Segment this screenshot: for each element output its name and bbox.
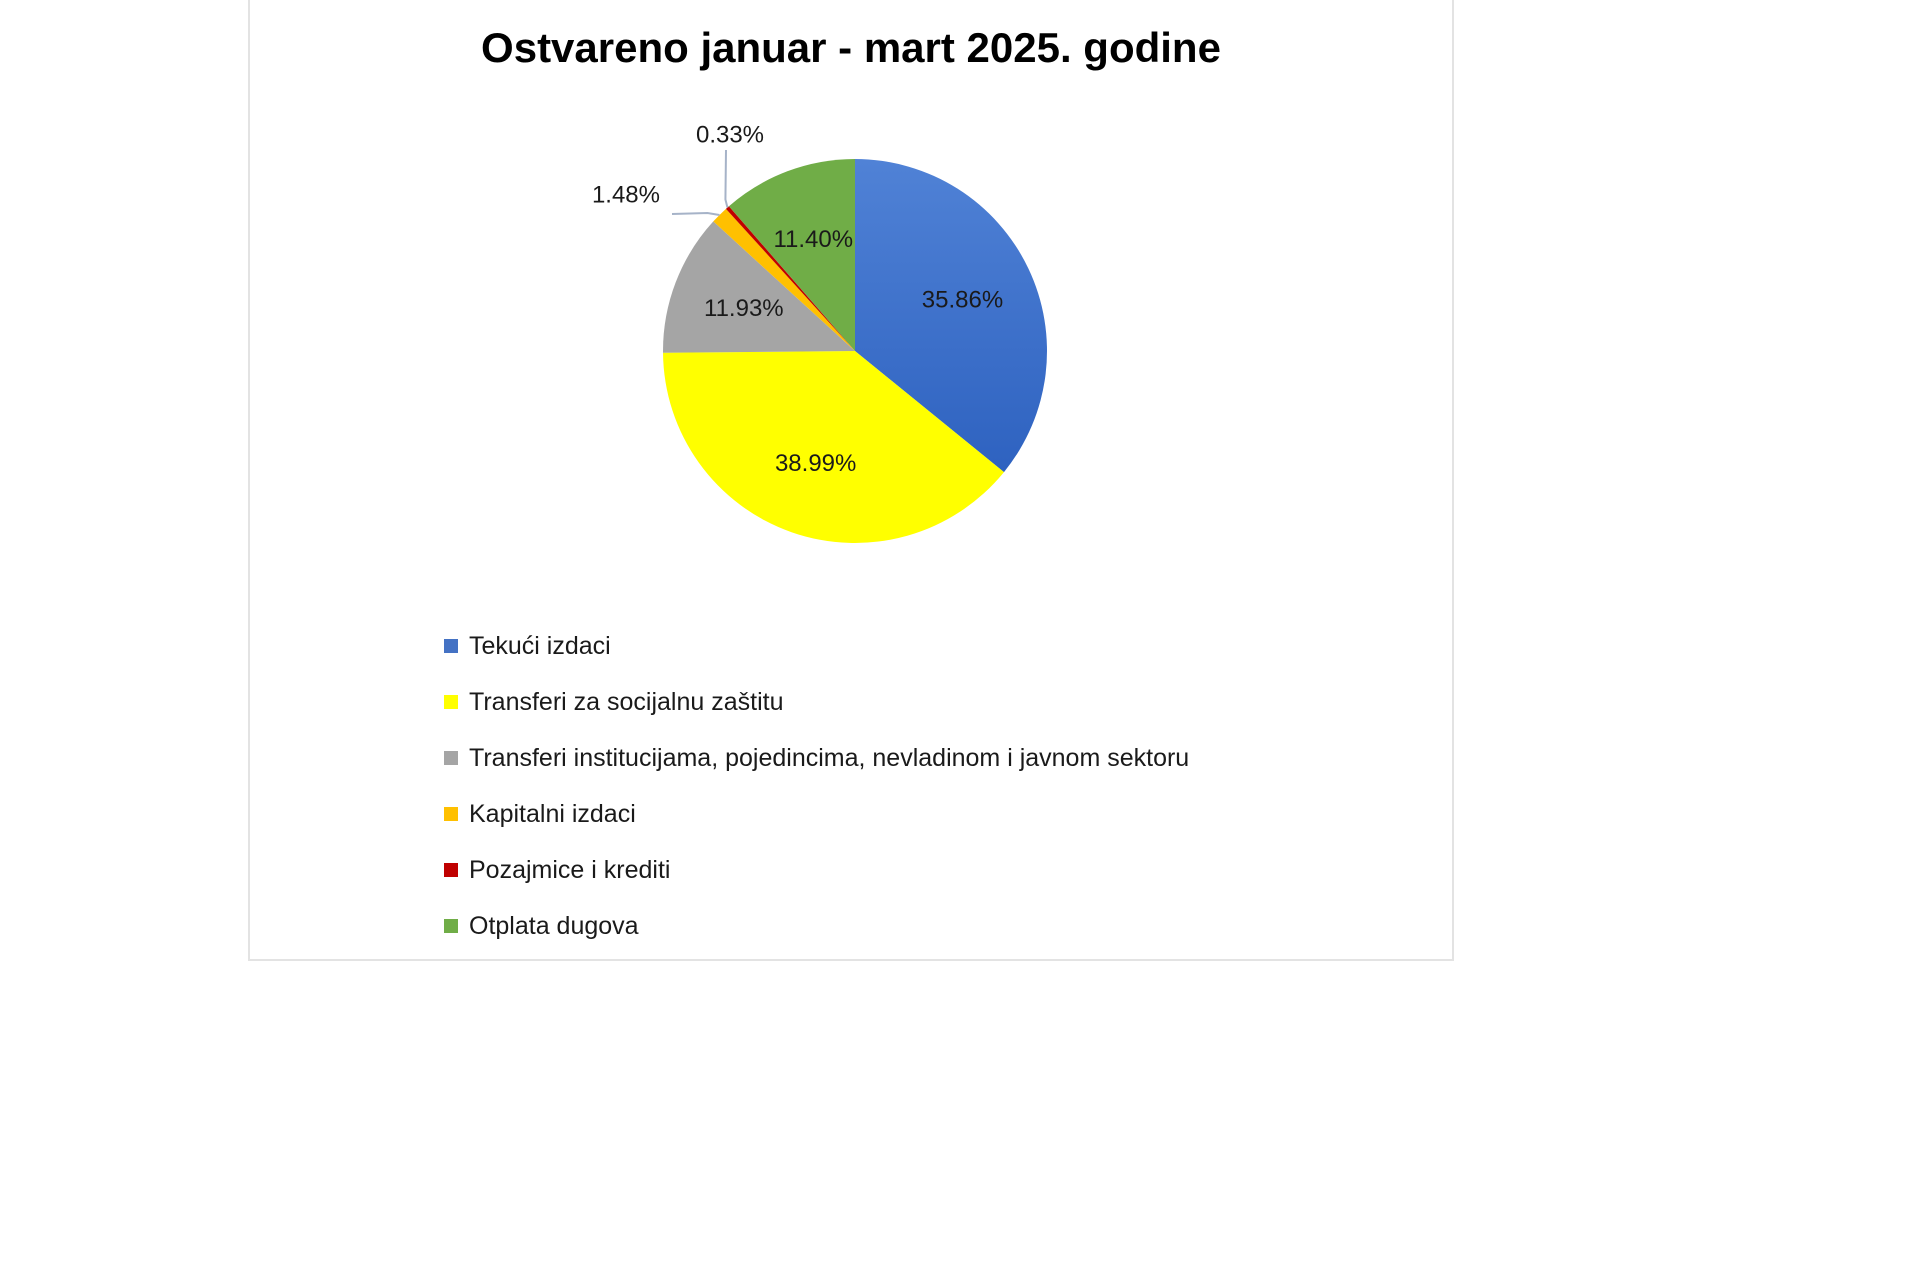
legend [444, 618, 1189, 954]
data-label-kapitalni-izdaci: 1.48% [591, 181, 660, 209]
legend-label: Transferi za socijalnu zaštitu [469, 687, 784, 716]
data-label-transferi-za-socijalnu-zastitu: 38.99% [774, 449, 857, 477]
legend-item-otplata-dugova [444, 898, 1189, 954]
legend-swatch [444, 807, 458, 821]
leader-line-kapitalni-izdaci [672, 213, 719, 215]
data-label-tekuci-izdaci: 35.86% [921, 286, 1004, 314]
legend-item-transferi-za-socijalnu-zastitu [444, 674, 1189, 730]
legend-swatch [444, 639, 458, 653]
data-label-otplata-dugova: 11.40% [773, 226, 854, 254]
chart-title: Ostvareno januar - mart 2025. godine [481, 24, 1221, 71]
leader-line-pozajmice-i-krediti [725, 150, 727, 208]
legend-swatch [444, 695, 458, 709]
data-label-transferi-institucijama-pojedincima-nevladinom-i-javnom-sektoru: 11.93% [704, 294, 784, 322]
legend-item-transferi-institucijama-pojedincima-nevladinom-i-javnom-sektoru [444, 730, 1189, 786]
legend-label: Tekući izdaci [469, 631, 611, 660]
legend-label: Transferi institucijama, pojedincima, nevladinom i javnom sektoru [469, 743, 1190, 772]
legend-label: Kapitalni izdaci [469, 799, 636, 828]
legend-swatch [444, 863, 458, 877]
legend-swatch [444, 751, 458, 765]
legend-label: Pozajmice i krediti [469, 855, 671, 884]
legend-item-kapitalni-izdaci [444, 786, 1189, 842]
legend-item-pozajmice-i-krediti [444, 842, 1189, 898]
legend-label: Otplata dugova [469, 911, 639, 940]
data-label-pozajmice-i-krediti: 0.33% [695, 121, 765, 149]
legend-swatch [444, 919, 458, 933]
legend-item-tekuci-izdaci [444, 618, 1189, 674]
